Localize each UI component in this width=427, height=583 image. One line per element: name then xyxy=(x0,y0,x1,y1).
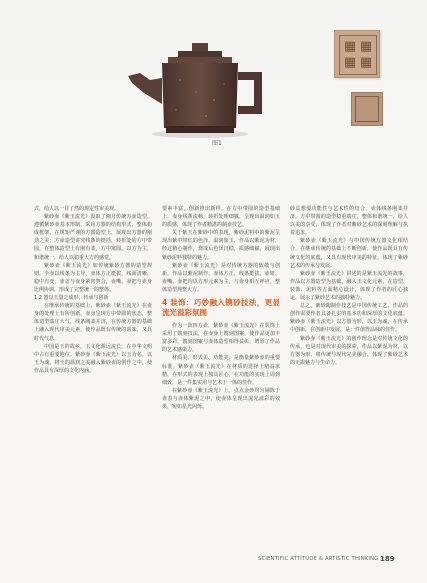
seal-stamp-large xyxy=(334,30,380,78)
seal-stamp-small xyxy=(351,92,383,126)
text-column-2 xyxy=(162,205,280,411)
paragraph: 紫砂壶《紫玉流光》如传统紫砂方器的造型规则，全壶以线条为主导，壶体方正挺拔，线面清晰，稳中有变，壶盖与壶身紧密契合，壶嘴、壶把与壶身比例协调，形成了完整统一的整体。 xyxy=(34,262,152,293)
paragraph: 总之，紫砂陶制作技艺是中国传统工艺，作品的创作需要作者具备扎实的基本功和深厚的文化底蕴。紫砂壶《紫玉流光》以方器为形，以玉为魂，在传承中创新，在创新中发展，是一件值得品味的佳作。 xyxy=(290,303,408,334)
figure-caption: 图1 xyxy=(212,140,222,147)
paragraph: 紫砂壶《紫玉流光》的创作理念是对传统文化的传承，也是对现代审美的探索，作品以紫泥为材，以方器为形，将传统与现代完美融合，体现了紫砂艺术的无限魅力与生命力。 xyxy=(290,335,408,366)
paragraph: 关于紫玉在紫砂中的表现，紫砂泥料中的紫泥呈现出紫中带红的色泽，温润如玉，作品以紫泥为材，经过精心制作，烧成后色泽沉稳，质感细腻，展现出紫砂泥料独特的魅力。 xyxy=(162,230,280,261)
page-number: 189 xyxy=(380,555,395,563)
subheading: 1.2 器以玉量之成形，传承与创新 xyxy=(34,295,109,302)
paragraph: 要素丰富，创新推出新样。在方中带圆的造型基础上，壶身线条流畅，转折处理细腻，呈现出温润如玉的质感，体现了作者精湛的制壶技艺。 xyxy=(162,206,280,229)
paragraph: 在紫砂壶《紫玉流光》上，点点金砂均匀铺陈于壶表与壶体紫泥之中，使壶体呈现出流光溢彩的效果，宛如星光闪烁。 xyxy=(162,387,280,410)
text-column-1 xyxy=(34,205,152,375)
paragraph: 中国是玉的故乡，玉文化源远流长，在中华文明中占有重要地位。紫砂壶《紫玉流光》以玉为名，以玉为魂，将玉的温润之美融入紫砂壶的创作之中，使作品具有深厚的文化内涵。 xyxy=(34,343,152,374)
paragraph: 在继承传统的基础上，紫砂壶《紫玉流光》在壶身的处理上有所创新，壶身呈现方中带圆的状态，整体造型端庄大气，线条刚柔并济，在传统方器的基础上融入现代审美元素，使作品既有传统的韵味，又具时代气息。 xyxy=(34,303,152,342)
text-column-3 xyxy=(290,205,408,367)
paragraph: 材质美、形式美、功能美，是衡量紫砂壶的重要标准。紫砂壶《紫玉流光》在材质的选择上精益求精，在形式的表现上独具匠心，在功能的实现上周到细致，是一件集实用与艺术于一体的佳作。 xyxy=(162,355,280,386)
section-heading: 4 装饰：巧妙融入镌砂技法，更显流光溢彩氛围 xyxy=(162,298,280,318)
paragraph: 式，给人以一目了然的规定性审美观。 xyxy=(34,206,120,212)
paragraph: 紫砂壶《紫玉流光》是对传统方器的致敬与创新，作品以紫泥制作，壶体方正，线条挺拔，壶钮、壶嘴、壶把均以方形元素为主，与壶身相互呼应，整体造型规整大方。 xyxy=(162,262,280,293)
running-footer: SCIENTIFIC ATTITUDE & ARTISTIC THINKING xyxy=(258,556,379,562)
seal-mark: ▦ ▦ ▦ ▦ xyxy=(339,35,377,75)
figure-area xyxy=(0,0,427,200)
paragraph: 紫砂壶《紫玉流光》讲述的是紫玉流光的故事，作品以方器造型为基础，融入玉文化元素，在造型、装饰、泥料等方面精心设计，体现了作者的匠心独运，展示了紫砂艺术的独特魅力。 xyxy=(290,270,408,302)
paragraph: 紫砂壶《紫玉流光》与中国传统方器文化相结合，在继承传统的基础上不断创新，使作品既具有传统文化的底蕴，又具有现代审美的特征，体现了紫砂艺术的传承与发展。 xyxy=(290,238,408,269)
paragraph: 作为一款四方壶，紫砂壶《紫玉流光》在装饰上采用了镌刻技法，在壶身上镌刻图案，使作品更加丰富多彩。镌刻图案与壶体造型相得益彰，增添了作品的艺术感染力。 xyxy=(162,323,280,354)
paragraph: 砂具想要功能性与艺术性的结合，壶体线条刚柔并济，方中带圆的造型稳重端庄，整体和谐统一，给人以美的享受，体现了作者对紫砂艺术的深刻理解与执着追求。 xyxy=(290,206,408,237)
paragraph: 紫砂壶《紫玉流光》汲取了湘月传统方壶造型，遵循紫砂壶基本形制，采用方器的结构形式，整体构成框架，在规矩严谨的方器造型上，展现出方器的刚劲之美；方壶造型讲究线条的挺括，转折处的方中带圆，在整体造型上有刚有柔，方中寓圆，以方为主，和谐统一，给人以稳重大方的感觉。 xyxy=(34,214,152,261)
